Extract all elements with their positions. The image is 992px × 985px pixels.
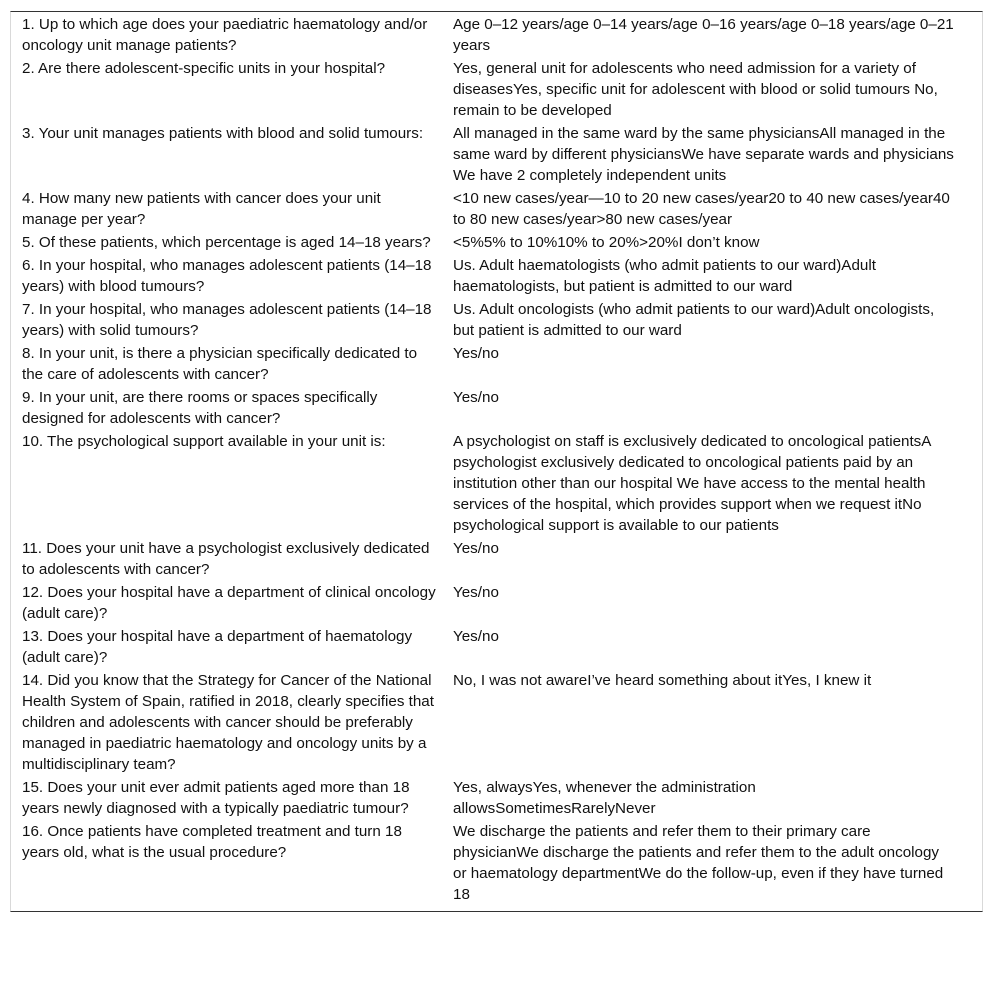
answer-cell: <10 new cases/year—10 to 20 new cases/year20 to 40 new cases/year40 to 80 new cases/year>80 new cases/year: [453, 190, 950, 228]
answer-cell: Yes/no: [453, 345, 499, 362]
table-row: [11, 581, 982, 625]
question-cell: 2. Are there adolescent-specific units in your hospital?: [22, 60, 386, 77]
table-row: [11, 430, 982, 537]
answer-cell: Yes/no: [453, 584, 499, 601]
answer-cell: <5%5% to 10%10% to 20%>20%I don’t know: [453, 234, 760, 251]
answer-cell: Yes, general unit for adolescents who need admission for a variety of diseasesYes, specific unit for adolescent with blood or solid tumours No, remain to be developed: [453, 60, 938, 119]
questionnaire-table-container: [10, 11, 983, 912]
table-row: [11, 537, 982, 581]
table-row: [11, 776, 982, 820]
answer-cell: Age 0–12 years/age 0–14 years/age 0–16 years/age 0–18 years/age 0–21 years: [453, 16, 954, 54]
question-cell: 9. In your unit, are there rooms or spaces specifically designed for adolescents with cancer?: [22, 389, 378, 427]
question-cell: 7. In your hospital, who manages adolescent patients (14–18 years) with solid tumours?: [22, 301, 432, 339]
question-cell: 16. Once patients have completed treatment and turn 18 years old, what is the usual procedure?: [22, 823, 402, 861]
question-cell: 5. Of these patients, which percentage is aged 14–18 years?: [22, 234, 431, 251]
answer-cell: Us. Adult oncologists (who admit patients to our ward)Adult oncologists, but patient is admitted to our ward: [453, 301, 935, 339]
question-cell: 10. The psychological support available in your unit is:: [22, 433, 386, 450]
question-cell: 12. Does your hospital have a department of clinical oncology (adult care)?: [22, 584, 436, 622]
answer-cell: We discharge the patients and refer them to their primary care physicianWe discharge the patients and refer them to the adult oncology or haematology departmentWe do the follow-up, even if they have turned 18: [453, 823, 944, 903]
question-cell: 14. Did you know that the Strategy for Cancer of the National Health System of Spain, ratified in 2018, clearly specifies that children and adolescents with cancer should be preferably managed in paediatric haematology and oncology units by a multidisciplinary team?: [22, 672, 434, 773]
answer-cell: Yes, alwaysYes, whenever the administration allowsSometimesRarelyNever: [453, 779, 756, 817]
answer-cell: No, I was not awareI’ve heard something about itYes, I knew it: [453, 672, 872, 689]
question-cell: 8. In your unit, is there a physician specifically dedicated to the care of adolescents with cancer?: [22, 345, 418, 383]
table-row: [11, 187, 982, 231]
question-cell: 4. How many new patients with cancer does your unit manage per year?: [22, 190, 381, 228]
question-cell: 13. Does your hospital have a department of haematology (adult care)?: [22, 628, 413, 666]
answer-cell: Yes/no: [453, 628, 499, 645]
table-row: [11, 625, 982, 669]
question-cell: 15. Does your unit ever admit patients aged more than 18 years newly diagnosed with a typically paediatric tumour?: [22, 779, 410, 817]
table-row: [11, 298, 982, 342]
table-row: [11, 122, 982, 187]
answer-cell: A psychologist on staff is exclusively dedicated to oncological patientsA psychologist exclusively dedicated to oncological patients paid by an institution other than our hospital We have access to the mental health services of the hospital, which provides support when we request itNo psychological support is available to our patients: [453, 433, 931, 534]
question-cell: 11. Does your unit have a psychologist exclusively dedicated to adolescents with cancer?: [22, 540, 430, 578]
answer-cell: Yes/no: [453, 540, 499, 557]
question-cell: 1. Up to which age does your paediatric haematology and/or oncology unit manage patients?: [22, 16, 428, 54]
table-row: [11, 12, 982, 57]
table-row: [11, 386, 982, 430]
table-row: [11, 669, 982, 776]
question-cell: 6. In your hospital, who manages adolescent patients (14–18 years) with blood tumours?: [22, 257, 432, 295]
questionnaire-table-body: [11, 12, 982, 911]
answer-cell: All managed in the same ward by the same physiciansAll managed in the same ward by different physiciansWe have separate wards and physicians We have 2 completely independent units: [453, 125, 954, 184]
answer-cell: Us. Adult haematologists (who admit patients to our ward)Adult haematologists, but patient is admitted to our ward: [453, 257, 876, 295]
table-row: [11, 820, 982, 911]
table-row: [11, 231, 982, 254]
questionnaire-table: [11, 12, 982, 911]
table-row: [11, 57, 982, 122]
answer-cell: Yes/no: [453, 389, 499, 406]
table-row: [11, 254, 982, 298]
question-cell: 3. Your unit manages patients with blood and solid tumours:: [22, 125, 424, 142]
table-row: [11, 342, 982, 386]
